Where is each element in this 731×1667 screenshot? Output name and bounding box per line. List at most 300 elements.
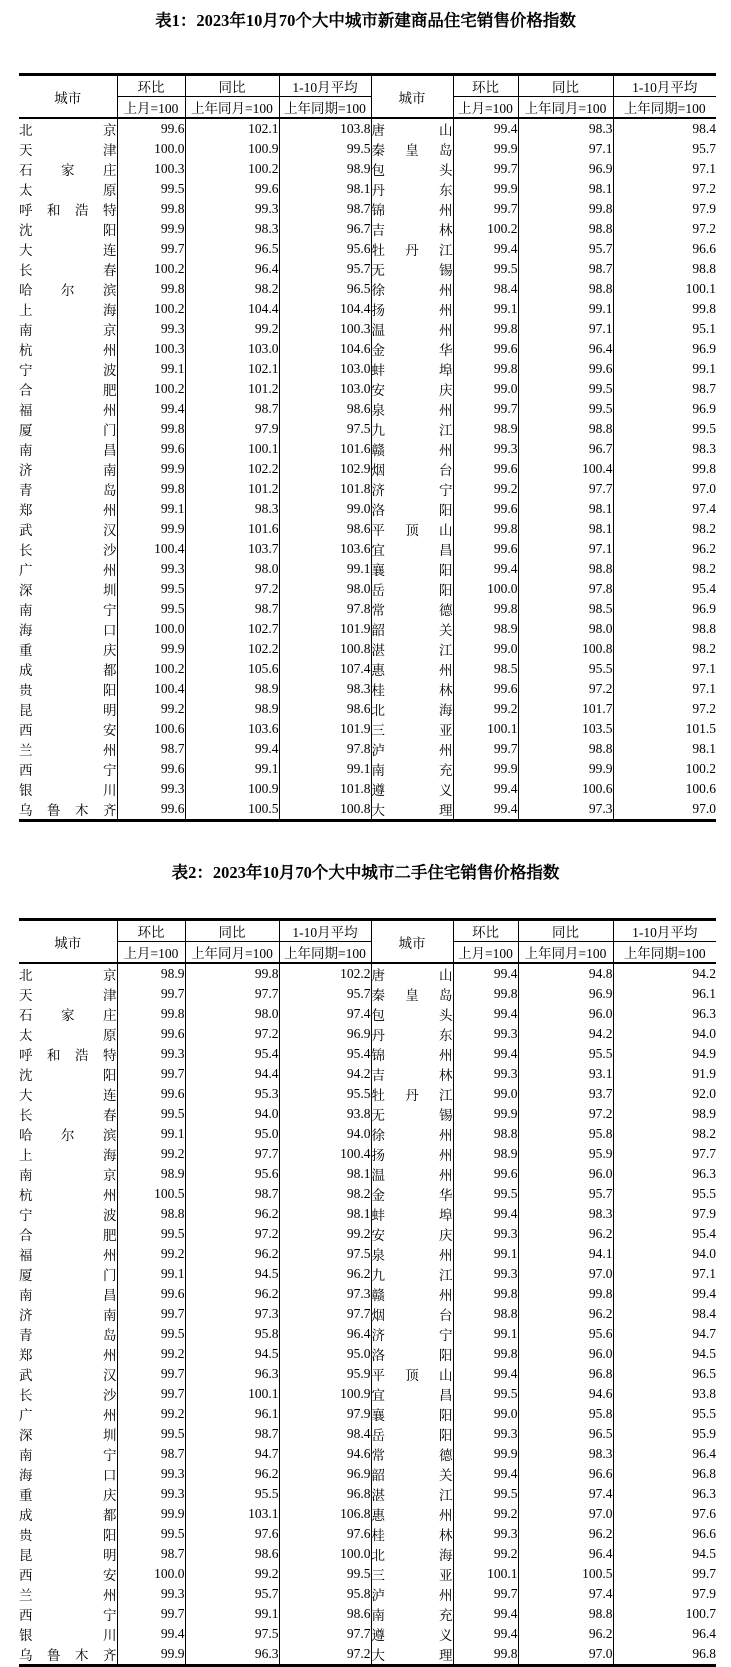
city-cell: 无锡: [371, 1104, 453, 1124]
city-cell: 贵阳: [19, 683, 117, 698]
city-cell: 青岛: [19, 1328, 117, 1343]
mom-cell: 99.8: [117, 419, 185, 439]
table-row: [19, 1184, 716, 1204]
avg-cell: 97.7: [613, 1144, 716, 1164]
avg-cell: 96.2: [279, 1264, 371, 1284]
city-cell: 广州: [19, 1408, 117, 1423]
city-cell: 济宁: [371, 479, 453, 499]
yoy-column-header: 同比: [185, 75, 279, 97]
city-cell: 蚌埠: [371, 1204, 453, 1224]
city-cell: 无锡: [371, 259, 453, 279]
yoy-cell: 100.8: [518, 639, 613, 659]
avg-cell: 96.2: [613, 539, 716, 559]
avg-cell: 97.1: [613, 679, 716, 699]
mom-cell: 99.5: [117, 1524, 185, 1544]
yoy-cell: 95.8: [185, 1324, 279, 1344]
table-row: [19, 1204, 716, 1224]
mom-cell: 99.3: [453, 1424, 518, 1444]
mom-cell: 99.3: [453, 1064, 518, 1084]
mom-cell: 99.4: [453, 963, 518, 984]
mom-cell: 99.9: [117, 459, 185, 479]
city-cell: 贵阳: [19, 1528, 117, 1543]
yoy-cell: 100.9: [185, 779, 279, 799]
avg-cell: 99.5: [613, 419, 716, 439]
yoy-cell: 100.5: [518, 1564, 613, 1584]
avg-cell: 98.4: [613, 118, 716, 139]
city-cell: 长沙: [19, 1388, 117, 1403]
mom-cell: 99.6: [453, 539, 518, 559]
table-row: [19, 719, 716, 739]
mom-cell: 99.3: [117, 1484, 185, 1504]
avg-cell: 103.0: [279, 379, 371, 399]
yoy-cell: 95.7: [518, 239, 613, 259]
table-row: [19, 1144, 716, 1164]
mom-cell: 100.0: [117, 619, 185, 639]
avg-cell: 98.0: [279, 579, 371, 599]
yoy-cell: 96.2: [185, 1464, 279, 1484]
avg-cell: 95.5: [279, 1084, 371, 1104]
city-cell: 丹东: [371, 1024, 453, 1044]
city-column-header: 城市: [371, 920, 453, 964]
city-cell: 扬州: [371, 1144, 453, 1164]
mom-cell: 99.2: [117, 699, 185, 719]
avg-cell: 95.1: [613, 319, 716, 339]
yoy-cell: 103.7: [185, 539, 279, 559]
avg-cell: 98.8: [613, 259, 716, 279]
table-row: [19, 699, 716, 719]
mom-base-header: 上月=100: [453, 97, 518, 119]
avg-cell: 98.1: [613, 739, 716, 759]
avg-cell: 98.2: [613, 519, 716, 539]
table-row: [19, 1124, 716, 1144]
mom-cell: 99.0: [453, 1404, 518, 1424]
city-cell: 湛江: [371, 639, 453, 659]
city-cell: 深圳: [19, 1428, 117, 1443]
city-cell: 徐州: [371, 1124, 453, 1144]
mom-cell: 99.0: [453, 1084, 518, 1104]
mom-cell: 99.2: [117, 1244, 185, 1264]
mom-cell: 100.3: [117, 339, 185, 359]
yoy-cell: 95.4: [185, 1044, 279, 1064]
avg-cell: 101.9: [279, 619, 371, 639]
table-row: [19, 1464, 716, 1484]
yoy-cell: 98.0: [185, 559, 279, 579]
city-cell: 北京: [19, 123, 117, 138]
yoy-cell: 100.2: [185, 159, 279, 179]
city-cell: 温州: [371, 319, 453, 339]
yoy-cell: 96.9: [518, 159, 613, 179]
avg-cell: 96.7: [279, 219, 371, 239]
yoy-cell: 94.8: [518, 963, 613, 984]
table-row: [19, 1344, 716, 1364]
mom-cell: 99.9: [453, 139, 518, 159]
yoy-cell: 95.5: [185, 1484, 279, 1504]
table2-title: 表2：2023年10月70个大中城市二手住宅销售价格指数: [171, 863, 560, 882]
table-row: [19, 519, 716, 539]
avg-cell: 97.2: [613, 179, 716, 199]
mom-cell: 99.5: [453, 1184, 518, 1204]
table-row: [19, 539, 716, 559]
city-cell: 郑州: [19, 503, 117, 518]
city-cell: 石家庄: [19, 1008, 117, 1023]
yoy-cell: 95.0: [185, 1124, 279, 1144]
mom-cell: 99.3: [117, 559, 185, 579]
mom-cell: 100.5: [117, 1184, 185, 1204]
yoy-cell: 98.6: [185, 1544, 279, 1564]
city-cell: 温州: [371, 1164, 453, 1184]
yoy-cell: 97.3: [518, 799, 613, 821]
mom-cell: 99.9: [117, 1504, 185, 1524]
city-column-header: 城市: [371, 75, 453, 119]
yoy-cell: 96.2: [185, 1244, 279, 1264]
city-cell: 杭州: [19, 1188, 117, 1203]
avg-cell: 96.9: [279, 1464, 371, 1484]
mom-cell: 99.7: [117, 1304, 185, 1324]
table-row: [19, 459, 716, 479]
yoy-cell: 98.8: [518, 219, 613, 239]
city-cell: 宁波: [19, 363, 117, 378]
yoy-cell: 97.6: [185, 1524, 279, 1544]
mom-cell: 99.3: [117, 319, 185, 339]
mom-cell: 99.5: [117, 579, 185, 599]
yoy-cell: 104.4: [185, 299, 279, 319]
mom-column-header: 环比: [453, 75, 518, 97]
table-row: [19, 299, 716, 319]
table-row: [19, 118, 716, 139]
avg-cell: 91.9: [613, 1064, 716, 1084]
avg-cell: 100.7: [613, 1604, 716, 1624]
yoy-cell: 95.7: [518, 1184, 613, 1204]
mom-cell: 99.3: [453, 1264, 518, 1284]
city-cell: 泉州: [371, 399, 453, 419]
mom-cell: 99.8: [117, 199, 185, 219]
table-row: [19, 619, 716, 639]
city-cell: 重庆: [19, 643, 117, 658]
mom-cell: 100.4: [117, 539, 185, 559]
city-cell: 湛江: [371, 1484, 453, 1504]
mom-cell: 99.8: [453, 599, 518, 619]
yoy-cell: 96.3: [185, 1644, 279, 1666]
city-cell: 天津: [19, 143, 117, 158]
mom-cell: 99.0: [453, 379, 518, 399]
mom-cell: 99.3: [453, 1024, 518, 1044]
yoy-cell: 105.6: [185, 659, 279, 679]
table-row: [19, 379, 716, 399]
city-cell: 泸州: [371, 1584, 453, 1604]
yoy-cell: 95.5: [518, 1044, 613, 1064]
yoy-cell: 99.1: [518, 299, 613, 319]
mom-cell: 99.1: [117, 499, 185, 519]
avg-cell: 98.1: [279, 179, 371, 199]
city-cell: 丹东: [371, 179, 453, 199]
yoy-cell: 96.4: [185, 259, 279, 279]
mom-cell: 99.5: [117, 1324, 185, 1344]
city-cell: 包头: [371, 1004, 453, 1024]
mom-cell: 100.2: [117, 259, 185, 279]
avg-cell: 98.7: [279, 199, 371, 219]
mom-cell: 98.5: [453, 659, 518, 679]
yoy-cell: 97.0: [518, 1644, 613, 1666]
avg-cell: 100.3: [279, 319, 371, 339]
mom-cell: 99.3: [453, 439, 518, 459]
yoy-cell: 94.1: [518, 1244, 613, 1264]
avg-cell: 98.4: [613, 1304, 716, 1324]
avg-cell: 95.7: [279, 984, 371, 1004]
yoy-column-header: 同比: [518, 920, 613, 942]
table-row: [19, 963, 716, 984]
yoy-cell: 100.1: [185, 1384, 279, 1404]
yoy-cell: 97.0: [518, 1504, 613, 1524]
avg-cell: 97.6: [279, 1524, 371, 1544]
mom-cell: 99.6: [453, 459, 518, 479]
mom-cell: 99.9: [117, 519, 185, 539]
avg-cell: 95.7: [279, 259, 371, 279]
table-row: [19, 1084, 716, 1104]
mom-cell: 99.3: [117, 1464, 185, 1484]
yoy-base-header: 上年同月=100: [518, 97, 613, 119]
avg-cell: 99.1: [279, 559, 371, 579]
mom-cell: 98.9: [453, 619, 518, 639]
avg-cell: 98.9: [279, 159, 371, 179]
mom-cell: 99.4: [453, 1604, 518, 1624]
city-cell: 南京: [19, 1168, 117, 1183]
mom-cell: 99.6: [117, 1024, 185, 1044]
city-cell: 乌鲁木齐: [19, 1648, 117, 1663]
avg-cell: 97.4: [279, 1004, 371, 1024]
city-cell: 昆明: [19, 703, 117, 718]
table-row: [19, 1444, 716, 1464]
city-cell: 成都: [19, 1508, 117, 1523]
city-cell: 海口: [19, 623, 117, 638]
avg-cell: 99.4: [613, 1284, 716, 1304]
avg-cell: 98.1: [279, 1164, 371, 1184]
city-cell: 大理: [371, 799, 453, 821]
avg-cell: 97.2: [613, 219, 716, 239]
avg-cell: 97.9: [613, 1204, 716, 1224]
yoy-cell: 96.5: [518, 1424, 613, 1444]
table-row: [19, 1164, 716, 1184]
avg-cell: 94.0: [279, 1124, 371, 1144]
mom-column-header: 环比: [117, 75, 185, 97]
mom-cell: 99.4: [453, 239, 518, 259]
yoy-cell: 101.6: [185, 519, 279, 539]
yoy-cell: 103.6: [185, 719, 279, 739]
city-cell: 沈阳: [19, 1068, 117, 1083]
avg-cell: 97.3: [279, 1284, 371, 1304]
yoy-cell: 97.9: [185, 419, 279, 439]
avg-cell: 98.9: [613, 1104, 716, 1124]
city-cell: 杭州: [19, 343, 117, 358]
yoy-cell: 96.0: [518, 1164, 613, 1184]
avg-cell: 106.8: [279, 1504, 371, 1524]
city-cell: 宁波: [19, 1208, 117, 1223]
table-row: [19, 1524, 716, 1544]
yoy-cell: 97.3: [185, 1304, 279, 1324]
yoy-cell: 97.5: [185, 1624, 279, 1644]
city-cell: 三亚: [371, 1564, 453, 1584]
city-cell: 岳阳: [371, 1424, 453, 1444]
table-row: [19, 359, 716, 379]
city-cell: 秦皇岛: [371, 139, 453, 159]
yoy-cell: 95.3: [185, 1084, 279, 1104]
avg-cell: 95.9: [279, 1364, 371, 1384]
city-cell: 三亚: [371, 719, 453, 739]
yoy-cell: 100.4: [518, 459, 613, 479]
mom-cell: 99.2: [117, 1344, 185, 1364]
mom-cell: 99.1: [453, 1324, 518, 1344]
mom-cell: 99.8: [453, 319, 518, 339]
city-cell: 安庆: [371, 1224, 453, 1244]
table-row: [19, 1064, 716, 1084]
yoy-cell: 98.8: [518, 419, 613, 439]
avg-cell: 97.8: [279, 599, 371, 619]
table-row: [19, 1624, 716, 1644]
yoy-cell: 96.9: [518, 984, 613, 1004]
table-row: [19, 659, 716, 679]
yoy-cell: 95.7: [185, 1584, 279, 1604]
city-cell: 济南: [19, 463, 117, 478]
yoy-cell: 100.6: [518, 779, 613, 799]
mom-cell: 99.7: [117, 1064, 185, 1084]
mom-cell: 99.7: [117, 1604, 185, 1624]
yoy-cell: 98.8: [518, 559, 613, 579]
city-cell: 银川: [19, 783, 117, 798]
table-row: [19, 419, 716, 439]
table-row: [19, 479, 716, 499]
city-cell: 兰州: [19, 743, 117, 758]
city-cell: 天津: [19, 988, 117, 1003]
city-cell: 宜昌: [371, 1384, 453, 1404]
avg-cell: 103.8: [279, 118, 371, 139]
city-cell: 扬州: [371, 299, 453, 319]
table-row: [19, 739, 716, 759]
table-row: [19, 439, 716, 459]
city-column-header: 城市: [19, 920, 117, 964]
yoy-cell: 96.2: [518, 1304, 613, 1324]
city-cell: 福州: [19, 1248, 117, 1263]
city-cell: 蚌埠: [371, 359, 453, 379]
city-cell: 石家庄: [19, 163, 117, 178]
mom-cell: 99.6: [453, 339, 518, 359]
avg-cell: 98.6: [279, 1604, 371, 1624]
city-cell: 北京: [19, 968, 117, 983]
table-row: [19, 1604, 716, 1624]
city-cell: 遵义: [371, 779, 453, 799]
city-cell: 金华: [371, 1184, 453, 1204]
avg-cell: 100.9: [279, 1384, 371, 1404]
mom-cell: 100.0: [453, 579, 518, 599]
mom-cell: 99.4: [453, 799, 518, 821]
yoy-cell: 96.3: [185, 1364, 279, 1384]
avg-cell: 94.0: [613, 1244, 716, 1264]
city-cell: 牡丹江: [371, 239, 453, 259]
mom-cell: 99.3: [117, 779, 185, 799]
avg-base-header: 上年同期=100: [279, 97, 371, 119]
city-cell: 南京: [19, 323, 117, 338]
avg-cell: 97.9: [613, 1584, 716, 1604]
avg-cell: 100.8: [279, 799, 371, 821]
mom-cell: 99.4: [117, 1624, 185, 1644]
city-column-header: 城市: [19, 75, 117, 119]
avg-cell: 96.4: [613, 1444, 716, 1464]
mom-cell: 99.8: [453, 359, 518, 379]
city-cell: 包头: [371, 159, 453, 179]
yoy-cell: 97.2: [518, 1104, 613, 1124]
city-cell: 兰州: [19, 1588, 117, 1603]
avg-cell: 99.7: [613, 1564, 716, 1584]
avg-cell: 95.7: [613, 139, 716, 159]
mom-cell: 100.2: [117, 299, 185, 319]
mom-cell: 99.8: [117, 279, 185, 299]
yoy-cell: 97.4: [518, 1484, 613, 1504]
mom-cell: 99.6: [117, 439, 185, 459]
mom-cell: 99.1: [117, 1264, 185, 1284]
yoy-cell: 98.7: [185, 1424, 279, 1444]
yoy-cell: 98.8: [518, 279, 613, 299]
mom-cell: 99.2: [453, 1504, 518, 1524]
mom-cell: 99.7: [117, 1364, 185, 1384]
yoy-cell: 95.9: [518, 1144, 613, 1164]
new-home-price-index-table: [19, 73, 716, 822]
mom-cell: 98.9: [117, 963, 185, 984]
mom-cell: 98.7: [117, 739, 185, 759]
avg-cell: 99.8: [613, 299, 716, 319]
yoy-cell: 99.8: [518, 199, 613, 219]
avg-cell: 92.0: [613, 1084, 716, 1104]
city-cell: 西安: [19, 723, 117, 738]
avg-cell: 97.0: [613, 799, 716, 821]
mom-cell: 99.6: [117, 799, 185, 821]
avg-cell: 98.2: [613, 639, 716, 659]
mom-cell: 99.8: [453, 1284, 518, 1304]
table-row: [19, 139, 716, 159]
mom-cell: 99.3: [453, 1524, 518, 1544]
city-cell: 南昌: [19, 443, 117, 458]
yoy-cell: 101.2: [185, 379, 279, 399]
mom-cell: 99.6: [453, 1164, 518, 1184]
avg-cell: 98.6: [279, 519, 371, 539]
table-row: [19, 499, 716, 519]
city-cell: 牡丹江: [371, 1084, 453, 1104]
mom-cell: 99.5: [117, 1224, 185, 1244]
yoy-cell: 97.1: [518, 319, 613, 339]
city-cell: 大连: [19, 243, 117, 258]
city-cell: 呼和浩特: [19, 203, 117, 218]
yoy-cell: 97.8: [518, 579, 613, 599]
city-cell: 长春: [19, 263, 117, 278]
avg-cell: 100.0: [279, 1544, 371, 1564]
yoy-cell: 102.1: [185, 118, 279, 139]
yoy-cell: 96.2: [518, 1224, 613, 1244]
city-cell: 惠州: [371, 659, 453, 679]
mom-cell: 99.4: [453, 1464, 518, 1484]
city-cell: 洛阳: [371, 1344, 453, 1364]
mom-cell: 99.3: [117, 1584, 185, 1604]
avg-cell: 94.5: [613, 1544, 716, 1564]
mom-cell: 99.1: [453, 299, 518, 319]
avg-cell: 98.8: [613, 619, 716, 639]
city-cell: 徐州: [371, 279, 453, 299]
yoy-cell: 98.7: [518, 259, 613, 279]
avg-cell: 99.1: [613, 359, 716, 379]
mom-cell: 99.9: [117, 1644, 185, 1666]
yoy-cell: 99.1: [185, 759, 279, 779]
city-cell: 烟台: [371, 1304, 453, 1324]
city-cell: 平顶山: [371, 1364, 453, 1384]
yoy-cell: 102.1: [185, 359, 279, 379]
city-cell: 九江: [371, 1264, 453, 1284]
avg-cell: 96.3: [613, 1484, 716, 1504]
